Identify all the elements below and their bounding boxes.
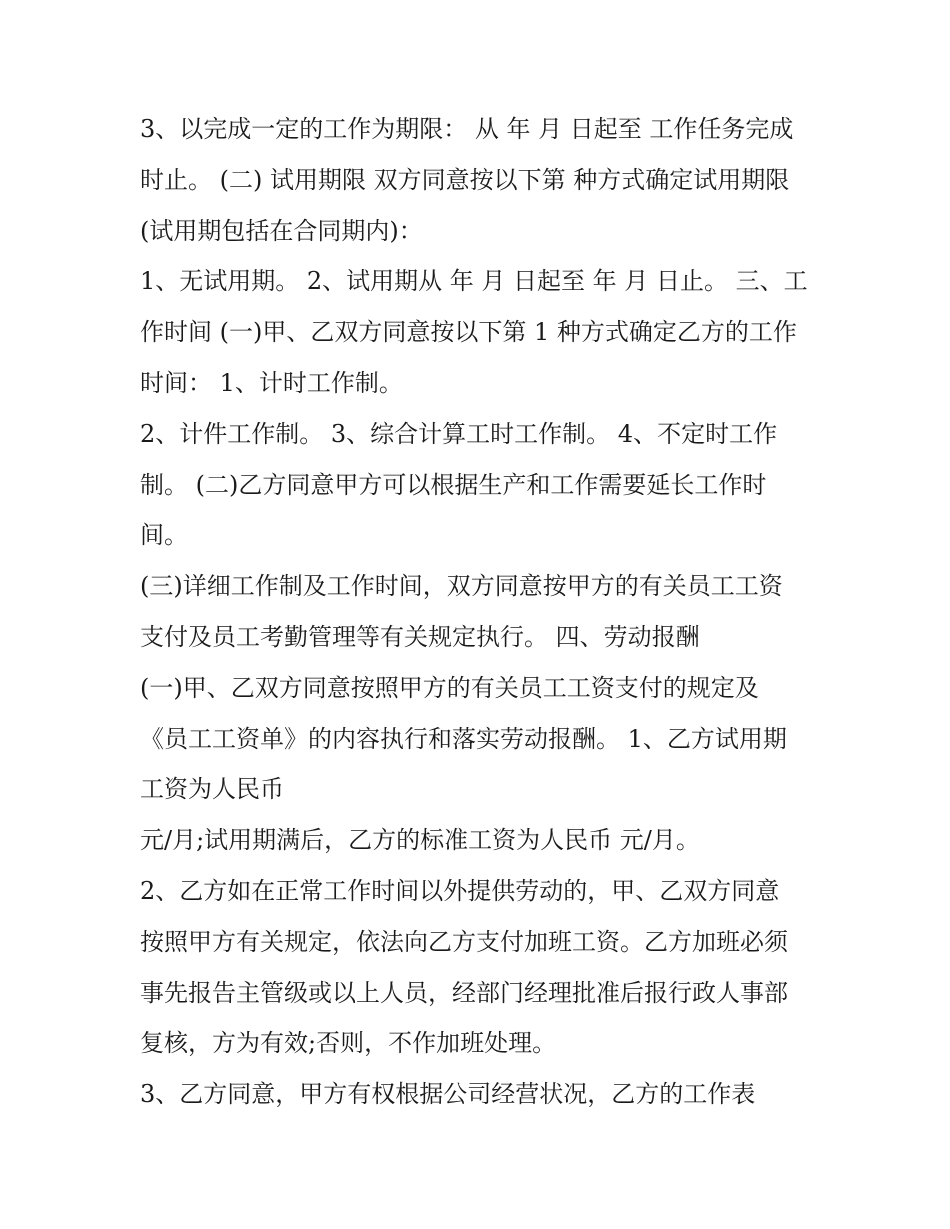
text-line-13: 《员工工资单》的内容执行和落实劳动报酬。 1、乙方试用期 — [140, 724, 787, 753]
text-line-3: (试用期包括在合同期内)： — [140, 216, 423, 245]
text-line-14: 工资为人民币 — [140, 775, 284, 804]
text-line-8: 制。 (二)乙方同意甲方可以根据生产和工作需要延长工作时 — [140, 470, 767, 499]
text-line-4: 1、无试用期。 2、试用期从 年 月 日起至 年 月 日止。 三、工 — [140, 267, 808, 296]
text-line-1: 3、以完成一定的工作为期限： 从 年 月 日起至 工作任务完成 — [140, 115, 794, 143]
text-line-16: 2、乙方如在正常工作时间以外提供劳动的，甲、乙双方同意 — [140, 876, 780, 905]
text-line-15: 元/月;试用期满后，乙方的标准工资为人民币 元/月。 — [140, 826, 700, 855]
text-line-5: 作时间 (一)甲、乙双方同意按以下第 1 种方式确定乙方的工作 — [140, 318, 797, 347]
text-line-20: 3、乙方同意，甲方有权根据公司经营状况，乙方的工作表 — [140, 1080, 756, 1109]
contract-text-body — [140, 109, 830, 1125]
text-line-12: (一)甲、乙双方同意按照甲方的有关员工工资支付的规定及 — [140, 673, 759, 702]
text-line-6: 时间： 1、计时工作制。 — [140, 368, 403, 397]
text-line-17: 按照甲方有关规定，依法向乙方支付加班工资。乙方加班必须 — [140, 927, 788, 956]
text-line-2: 时止。 (二) 试用期限 双方同意按以下第 种方式确定试用期限 — [140, 165, 790, 194]
text-line-18: 事先报告主管级或以上人员，经部门经理批准后报行政人事部 — [140, 978, 788, 1007]
text-line-11: 支付及员工考勤管理等有关规定执行。 四、劳动报酬 — [140, 622, 700, 651]
text-line-10: (三)详细工作制及工作时间，双方同意按甲方的有关员工工资 — [140, 572, 783, 601]
text-line-9: 间。 — [140, 521, 188, 550]
text-line-7: 2、计件工作制。 3、综合计算工时工作制。 4、不定时工作 — [140, 419, 778, 448]
text-line-19: 复核，方为有效;否则，不作加班处理。 — [140, 1029, 557, 1058]
